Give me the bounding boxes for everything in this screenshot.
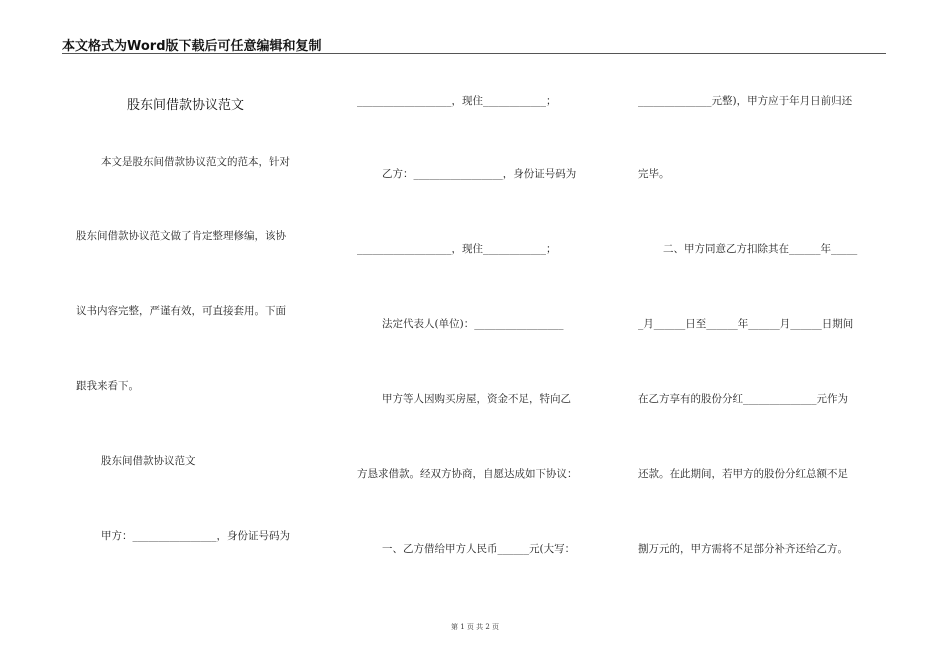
word-format-banner: 本文格式为Word版下载后可任意编辑和复制 bbox=[62, 39, 322, 54]
paragraph-line: __________________，现住____________； bbox=[357, 243, 557, 255]
paragraph-line: 甲方等人因购买房屋，资金不足，特向乙 bbox=[382, 393, 571, 405]
paragraph-line: 议书内容完整，严谨有效，可直接套用。下面 bbox=[76, 305, 286, 317]
clause-two-line: 二、甲方同意乙方扣除其在______年_____ bbox=[663, 243, 858, 255]
paragraph-line: 捌万元的，甲方需将不足部分补齐还给乙方。 bbox=[638, 543, 848, 555]
paragraph-line: 完毕。 bbox=[638, 168, 670, 180]
party-a-line: 甲方：________________，身份证号码为 bbox=[101, 530, 290, 542]
page-indicator: 第 1 页 共 2 页 bbox=[450, 623, 500, 631]
paragraph-line: 在乙方享有的股份分红______________元作为 bbox=[638, 393, 848, 405]
paragraph-line: __________________，现住____________； bbox=[357, 95, 557, 107]
paragraph-line: ______________元整)，甲方应于年月日前归还 bbox=[638, 95, 853, 107]
paragraph-line: 本文是股东间借款协议范文的范本，针对 bbox=[101, 156, 290, 168]
paragraph-line: 还款。在此期间，若甲方的股份分红总额不足 bbox=[638, 468, 848, 480]
section-heading: 股东间借款协议范文 bbox=[101, 455, 196, 467]
paragraph-line: 跟我来看下。 bbox=[76, 380, 139, 392]
document-title: 股东间借款协议范文 bbox=[127, 98, 245, 113]
header-divider bbox=[62, 53, 886, 54]
legal-representative-line: 法定代表人(单位)：_________________ bbox=[382, 318, 564, 330]
paragraph-line: 股东间借款协议范文做了肯定整理修编，该协 bbox=[76, 230, 286, 242]
paragraph-line: 方恳求借款。经双方协商，自愿达成如下协议： bbox=[357, 468, 578, 480]
party-b-line: 乙方：_________________，身份证号码为 bbox=[382, 168, 577, 180]
clause-one-line: 一、乙方借给甲方人民币______元(大写： bbox=[382, 543, 576, 555]
paragraph-line: _月______日至______年______月______日期间 bbox=[638, 318, 854, 330]
